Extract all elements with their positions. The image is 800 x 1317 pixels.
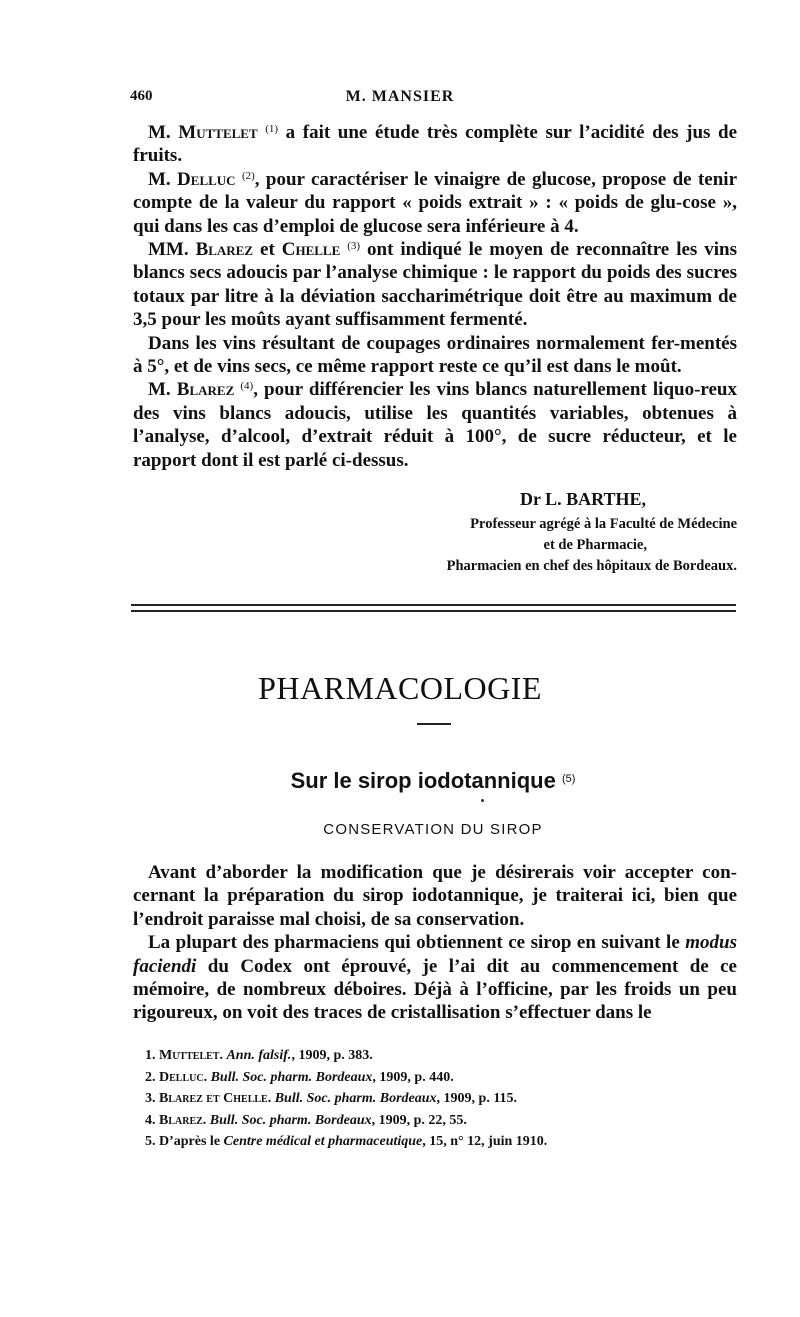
paragraph-text: , pour différencier les vins blancs naturellement liquo-reux des vins blancs adoucis, utilise les quantités variables, obtenues à l’analyse, d’alcool, d’extrait réduit à 100°, de sucre réducteur, et le rapport dont il est parlé ci-dessus. bbox=[133, 379, 737, 471]
footnote bbox=[145, 1067, 547, 1089]
footnote-journal: Bull. Soc. pharm. Bordeaux bbox=[209, 1112, 372, 1128]
signature-line: Professeur agrégé à la Faculté de Médecine bbox=[470, 516, 737, 532]
lead: M. bbox=[148, 379, 177, 401]
footnote-rest: , 1909, p. 22, 55. bbox=[371, 1112, 467, 1128]
footnote-ref: (2) bbox=[241, 169, 255, 182]
footnote-ref: (1) bbox=[265, 123, 279, 135]
footnote bbox=[145, 1110, 547, 1132]
footnote-author: Blarez et Chelle. bbox=[159, 1091, 272, 1106]
signature-line: et de Pharmacie, bbox=[543, 537, 647, 553]
footnote bbox=[145, 1088, 547, 1110]
footnote-journal: Bull. Soc. pharm. Bordeaux bbox=[210, 1069, 373, 1085]
lead: MM. bbox=[148, 239, 196, 261]
paragraph-text: du Codex ont éprouvé, je l’ai dit au commencement de ce mémoire, de nombreux déboires. Déjà à l’officine, par les froids un peu rigoureux, on voit des traces de cristallisation s’effectuer dans le bbox=[133, 955, 737, 1024]
section-divider-top bbox=[131, 604, 736, 606]
paragraph bbox=[133, 332, 737, 379]
footnote-author: Muttelet. bbox=[159, 1048, 223, 1063]
paragraph bbox=[133, 238, 737, 332]
author-name: Blarez bbox=[176, 379, 235, 401]
author-name: Chelle bbox=[281, 239, 341, 261]
paragraph-text: La plupart des pharmaciens qui obtiennent ce sirop en suivant le bbox=[148, 932, 686, 954]
running-header-author: M. MANSIER bbox=[345, 88, 455, 105]
footnote-rest: , 1909, p. 383. bbox=[291, 1048, 373, 1063]
ornament-dot bbox=[481, 799, 484, 802]
lead: M. bbox=[148, 168, 178, 190]
footnote-number: 3. bbox=[145, 1091, 159, 1106]
footnote-ref: (5) bbox=[561, 773, 576, 785]
subheading: CONSERVATION DU SIROP bbox=[323, 821, 543, 838]
footnote-rest: , 1909, p. 115. bbox=[436, 1091, 518, 1106]
page-number: 460 bbox=[130, 88, 153, 104]
signature-name: Dr L. BARTHE, bbox=[520, 489, 647, 509]
paragraph bbox=[133, 168, 737, 238]
footnote-journal: Centre médical et pharmaceutique bbox=[223, 1134, 423, 1149]
footnote-number: 1. bbox=[145, 1048, 159, 1063]
paragraph-text: ont indiqué le moyen de reconnaître les vins blancs secs adoucis par l’analyse chimique : le rapport du poids des sucres totaux par litre à la déviation saccharimétrique doit être au maximum de 3,5 pour les moûts ayant suffisamment fermenté. bbox=[133, 239, 737, 331]
footnote-ref: (3) bbox=[347, 240, 361, 253]
footnote-journal: Ann. falsif. bbox=[226, 1048, 292, 1063]
paragraph-text: , pour caractériser le vinaigre de glucose, propose de tenir compte de la valeur du rapport « poids extrait » : « poids de glu-cose », qui dans les cas d’emploi de glucose sera inférieure à 4. bbox=[133, 168, 738, 237]
footnote bbox=[145, 1131, 547, 1153]
signature-line: Pharmacien en chef des hôpitaux de Bordeaux. bbox=[446, 558, 737, 574]
text-block-1 bbox=[133, 121, 737, 472]
conjunction: et bbox=[253, 239, 282, 261]
footnote-number: 2. bbox=[145, 1069, 159, 1085]
footnotes bbox=[145, 1045, 547, 1153]
paragraph bbox=[133, 931, 737, 1025]
footnote-rest: , 1909, p. 440. bbox=[372, 1069, 454, 1085]
footnote bbox=[145, 1045, 547, 1067]
footnote-author: D’après le bbox=[159, 1134, 221, 1149]
footnote-number: 5. bbox=[145, 1134, 159, 1149]
section-title: PHARMACOLOGIE bbox=[258, 670, 542, 706]
author-name: Blarez bbox=[195, 239, 254, 261]
italic-phrase: modus faciendi bbox=[133, 932, 737, 977]
paragraph bbox=[133, 378, 737, 472]
lead: M. bbox=[148, 122, 179, 143]
title-dash bbox=[417, 723, 451, 725]
footnote-author: Delluc. bbox=[159, 1069, 208, 1085]
text-block-2 bbox=[133, 861, 737, 1025]
footnote-ref: (4) bbox=[240, 380, 254, 393]
article-title-text: Sur le sirop iodotannique bbox=[290, 768, 556, 793]
footnote-rest: , 15, n° 12, juin 1910. bbox=[422, 1134, 548, 1149]
paragraph: Avant d’aborder la modification que je désirerais voir accepter con-cernant la préparation du sirop iodotannique, je traiterai ici, bien que l’endroit paraisse mal choisi, de sa conservation. bbox=[133, 862, 737, 930]
section-divider-bottom bbox=[131, 610, 736, 612]
footnote-number: 4. bbox=[145, 1112, 159, 1128]
footnote-journal: Bull. Soc. pharm. Bordeaux bbox=[274, 1091, 437, 1106]
author-name: Delluc bbox=[177, 168, 236, 190]
paragraph-text: Dans les vins résultant de coupages ordinaires normalement fer-mentés à 5°, et de vins secs, ce même rapport reste ce qu’il est dans le moût. bbox=[133, 332, 737, 378]
footnote-author: Blarez. bbox=[159, 1112, 207, 1128]
paragraph-text: a fait une étude très complète sur l’acidité des jus de fruits. bbox=[133, 122, 738, 167]
author-name: Muttelet bbox=[178, 122, 258, 143]
article-title bbox=[0, 768, 800, 794]
paragraph bbox=[133, 121, 737, 168]
